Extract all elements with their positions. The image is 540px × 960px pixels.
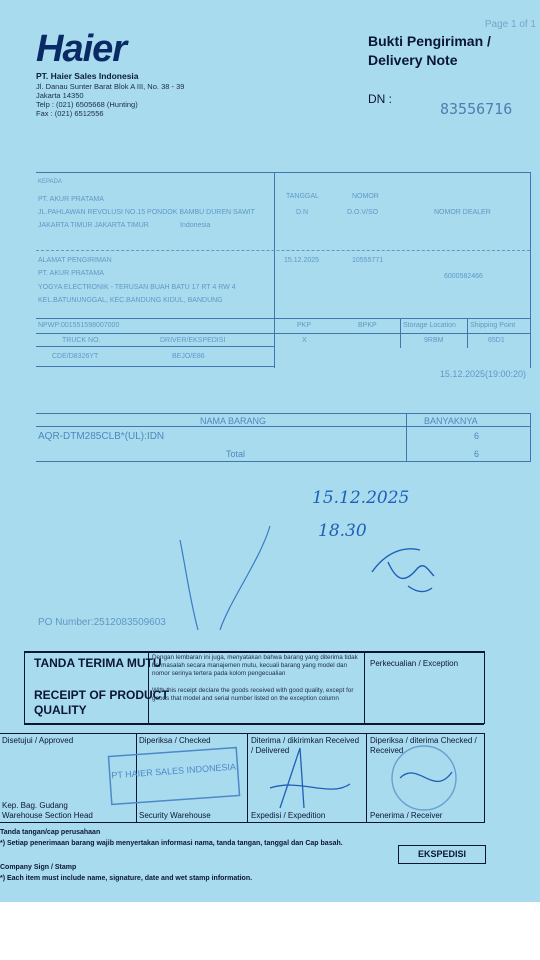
tanggal-label: TANGGAL xyxy=(286,193,319,200)
print-timestamp: 15.12.2025(19:00:20) xyxy=(439,369,526,379)
pkp-label: PKP xyxy=(297,322,312,329)
dealer-number: 6000582466 xyxy=(444,273,483,280)
approved-role-2: Warehouse Section Head xyxy=(2,811,93,820)
storage-value: 9RBM xyxy=(424,337,444,344)
alamat-line-1: YOGYA ELECTRONIK - TERUSAN BUAH BATU 17 RT 4 RW 4 xyxy=(38,284,236,291)
company-address xyxy=(36,82,184,118)
receipt-title-en: RECEIPT OF PRODUCT xyxy=(34,688,169,702)
address-line: Telp : (021) 6505668 (Hunting) xyxy=(36,100,138,109)
grid-line xyxy=(467,318,468,348)
dn-label: DN : xyxy=(368,92,392,106)
bpkp-label: BPKP xyxy=(358,322,377,329)
company-name: PT. Haier Sales Indonesia xyxy=(36,71,139,81)
grid-line xyxy=(36,426,530,427)
received-label: Diperiksa / diterima Checked / Received xyxy=(370,736,477,755)
document-title xyxy=(368,32,491,70)
grid-line xyxy=(36,172,530,173)
company-stamp xyxy=(90,740,250,816)
signature-scribble xyxy=(368,540,440,600)
address-line: Fax : (021) 6512556 xyxy=(36,109,104,118)
grid-line xyxy=(530,413,531,462)
dn-number: 83556716 xyxy=(440,100,513,118)
company-sign-label-id: Tanda tangan/cap perusahaan xyxy=(0,829,101,836)
total-label: Total xyxy=(226,449,246,459)
address-line: Jakarta 14350 xyxy=(36,91,84,100)
total-qty: 6 xyxy=(474,449,480,459)
grid-line xyxy=(36,346,274,347)
shipping-value: 65D1 xyxy=(488,337,505,344)
grid-line xyxy=(36,333,530,334)
nomor-sub: D.O.V/SO xyxy=(347,209,379,216)
haier-logo: Haier xyxy=(36,28,127,70)
pen-scribble xyxy=(150,520,290,640)
recipient-name: PT. AKUR PRATAMA xyxy=(38,196,104,203)
box-line xyxy=(366,733,367,823)
box-line xyxy=(0,733,484,734)
tanggal-sub: D.N xyxy=(296,209,309,216)
grid-line xyxy=(36,250,530,251)
title-line: Delivery Note xyxy=(368,52,458,68)
box-line xyxy=(484,733,485,823)
grid-line xyxy=(400,318,401,348)
company-sign-label-en: Company Sign / Stamp xyxy=(0,864,77,871)
handwritten-time: 18.30 xyxy=(318,521,367,541)
dealer-label: NOMOR DEALER xyxy=(434,209,491,216)
exception-label: Perkecualian / Exception xyxy=(370,659,459,668)
box-line xyxy=(0,822,484,823)
goods-name-header: NAMA BARANG xyxy=(200,416,267,426)
box-line xyxy=(24,651,25,724)
grid-line xyxy=(36,461,530,462)
alamat-line-2: KEL.BATUNUNGGAL, KEC.BANDUNG KIDUL, BANDUNG xyxy=(38,297,223,304)
grid-line xyxy=(36,413,530,414)
box-line xyxy=(24,723,484,725)
delivered-label: Diterima / dikirimkan Received / Delivered xyxy=(251,736,360,755)
truck-label: TRUCK NO. xyxy=(62,337,101,344)
title-line: Bukti Pengiriman / xyxy=(368,33,491,49)
dn-date: 15.12.2025 xyxy=(284,257,320,264)
box-line xyxy=(24,651,484,653)
alamat-label: ALAMAT PENGIRIMAN xyxy=(38,257,112,264)
grid-line xyxy=(36,366,274,367)
truck-value: CDE/D8326YT xyxy=(52,353,99,360)
receipt-text-en: With this receipt declare the goods received with good quality, except for goods that model and serial number listed on the exception column xyxy=(152,687,354,702)
checked-label: Diperiksa / Checked xyxy=(139,736,211,745)
note-en: *) Each item must include name, signature, date and wet stamp information. xyxy=(0,875,253,882)
box-line xyxy=(484,651,485,724)
goods-item-name: AQR-DTM285CLB*(UL):IDN xyxy=(38,431,165,442)
recipient-country: Indonesia xyxy=(180,222,211,229)
grid-line xyxy=(274,172,275,368)
handwritten-date: 15.12.2025 xyxy=(312,488,410,508)
box-line xyxy=(364,651,365,724)
approved-label: Disetujui / Approved xyxy=(2,736,74,745)
receipt-title-id: TANDA TERIMA MUTU xyxy=(34,656,162,670)
received-role: Penerima / Receiver xyxy=(370,811,443,820)
delivered-signature xyxy=(260,738,360,820)
recipient-address-2: JAKARTA TIMUR JAKARTA TIMUR xyxy=(38,222,149,229)
goods-qty-header: BANYAKNYA xyxy=(424,416,478,426)
approved-role-1: Kep. Bag. Gudang xyxy=(2,801,68,810)
address-line: Jl. Danau Sunter Barat Blok A III, No. 38 - 39 xyxy=(36,82,185,91)
order-number: 10555771 xyxy=(352,257,384,264)
po-number: PO Number:2512083509603 xyxy=(38,617,166,628)
receipt-title-en-2: QUALITY xyxy=(34,703,87,717)
shipping-label: Shipping Point xyxy=(470,322,516,329)
kepada-label: KEPADA xyxy=(38,179,62,185)
checked-role: Security Warehouse xyxy=(139,811,211,820)
goods-item-qty: 6 xyxy=(474,431,480,441)
receipt-text-id: Dengan lembaran ini juga, menyatakan bahwa barang yang diterima tidak bermasalah secara manajemen mutu, kecuali barang yang model dan nomor serinya tertera pada kolom pengecualian xyxy=(152,654,358,677)
grid-line xyxy=(406,413,407,462)
grid-line xyxy=(530,172,531,368)
delivered-role: Expedisi / Expedition xyxy=(251,811,326,820)
grid-line xyxy=(36,318,530,319)
pkp-value: X xyxy=(302,337,307,344)
alamat-name: PT. AKUR PRATAMA xyxy=(38,270,104,277)
page-number: Page 1 of 1 xyxy=(484,19,536,30)
driver-value: BEJO/E86 xyxy=(172,353,205,360)
recipient-address-1: JL.PAHLAWAN REVOLUSI NO.15 PONDOK BAMBU DUREN SAWIT xyxy=(38,209,255,216)
receiver-stamp xyxy=(378,738,474,820)
storage-label: Storage Location xyxy=(403,322,456,329)
nomor-label: NOMOR xyxy=(352,193,379,200)
note-id: *) Setiap penerimaan barang wajib menyertakan informasi nama, tanda tangan, tanggal dan Cap basah. xyxy=(0,840,343,847)
npwp: NPWP:001551598007000 xyxy=(38,322,120,329)
copy-label-ekspedisi: EKSPEDISI xyxy=(398,845,486,864)
stamp-text: PT HAIER SALES INDONESIA xyxy=(111,761,237,781)
driver-label: DRIVER/EKSPEDISI xyxy=(160,337,226,344)
